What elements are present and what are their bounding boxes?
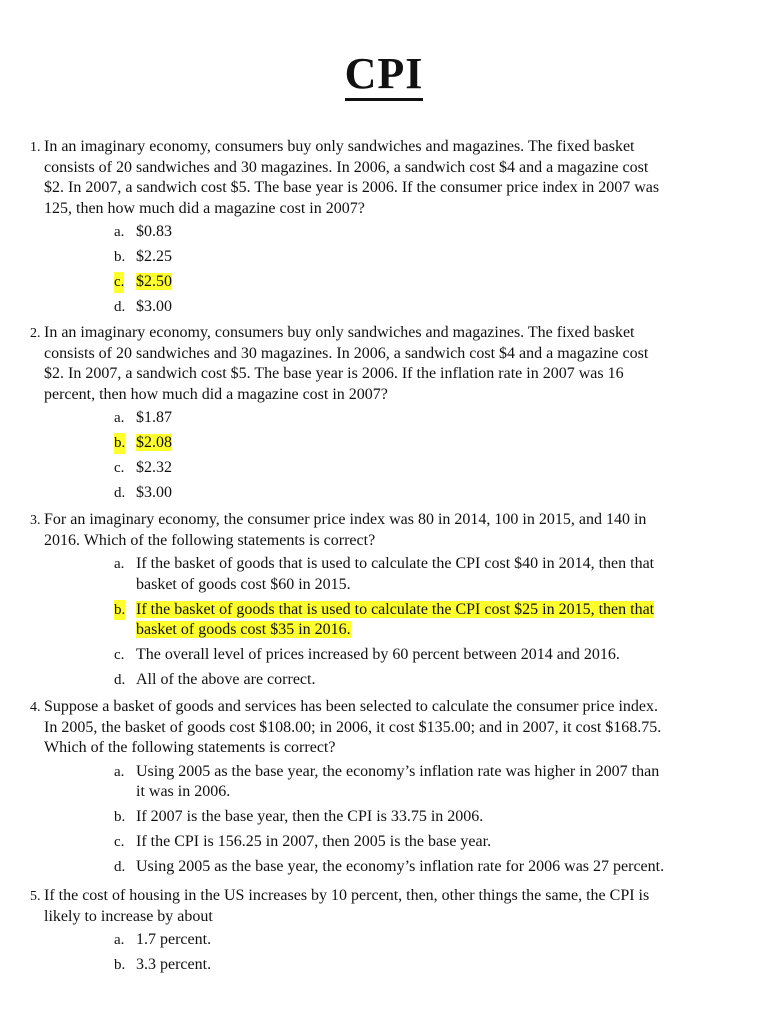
option-d xyxy=(114,483,730,504)
option-text: The overall level of prices increased by 60 percent between 2014 and 2016. xyxy=(136,646,620,663)
option-letter: c. xyxy=(114,834,125,850)
option-letter: a. xyxy=(114,224,125,240)
question-text: Suppose a basket of goods and services has been selected to calculate the consumer price index. In 2005, the basket of goods cost $108.00; in 2006, it cost $135.00; and in 2007, it cost $168.75. Which of the following statements is correct? xyxy=(44,698,662,756)
option-list xyxy=(114,408,730,504)
option-text: $3.00 xyxy=(136,484,172,501)
option-text: Using 2005 as the base year, the economy’s inflation rate for 2006 was 27 percent. xyxy=(136,858,665,875)
option-d xyxy=(114,297,730,318)
option-b-highlighted xyxy=(114,600,730,641)
option-letter: b. xyxy=(114,809,126,825)
option-letter: c. xyxy=(114,460,125,476)
option-text: 3.3 percent. xyxy=(136,956,212,973)
question-text: In an imaginary economy, consumers buy only sandwiches and magazines. The fixed basket consists of 20 sandwiches and 30 magazines. In 2006, a sandwich cost $4 and a magazine cost $2. In 2007, a sandwich cost $5. The base year is 2006. If the consumer price index in 2007 was 125, then how much did a magazine cost in 2007? xyxy=(44,138,660,217)
title-text: CPI xyxy=(345,49,424,101)
question-number: 3. xyxy=(30,513,41,528)
option-letter: b. xyxy=(114,957,126,973)
question-1 xyxy=(30,137,730,322)
option-letter: d. xyxy=(114,859,126,875)
option-a xyxy=(114,930,730,951)
option-b-highlighted xyxy=(114,433,730,454)
option-text: $1.87 xyxy=(136,409,172,426)
question-2 xyxy=(30,323,730,508)
option-letter: c. xyxy=(114,647,125,663)
option-text: 1.7 percent. xyxy=(136,931,212,948)
option-text: $2.32 xyxy=(136,459,172,476)
option-text: $3.00 xyxy=(136,298,172,315)
option-b xyxy=(114,955,730,976)
option-letter: a. xyxy=(114,410,125,426)
option-letter: d. xyxy=(114,485,126,501)
option-letter: d. xyxy=(114,672,126,688)
option-d xyxy=(114,670,730,691)
option-text: If the basket of goods that is used to calculate the CPI cost $25 in 2015, then that basket of goods cost $35 in 2016. xyxy=(136,600,655,638)
option-b xyxy=(114,807,730,828)
option-b xyxy=(114,247,730,268)
option-list xyxy=(114,930,730,976)
question-text: If the cost of housing in the US increases by 10 percent, then, other things the same, the CPI is likely to increase by about xyxy=(44,887,650,925)
option-text: If the basket of goods that is used to calculate the CPI cost $40 in 2014, then that basket of goods cost $60 in 2015. xyxy=(136,555,655,593)
option-letter: c. xyxy=(114,272,124,293)
option-letter: d. xyxy=(114,299,126,315)
question-number: 4. xyxy=(30,700,41,715)
option-a xyxy=(114,408,730,429)
option-text: $2.25 xyxy=(136,248,172,265)
option-letter: b. xyxy=(114,433,125,454)
option-text: If 2007 is the base year, then the CPI is 33.75 in 2006. xyxy=(136,808,484,825)
option-text: $2.08 xyxy=(136,434,172,451)
option-list xyxy=(114,222,730,318)
question-number: 5. xyxy=(30,889,41,904)
option-a xyxy=(114,762,730,803)
page-title xyxy=(0,48,768,100)
option-text: $2.50 xyxy=(136,273,172,290)
option-letter: a. xyxy=(114,763,125,780)
option-c xyxy=(114,458,730,479)
option-letter: b. xyxy=(114,249,126,265)
option-list xyxy=(114,554,730,691)
option-text: All of the above are correct. xyxy=(136,671,316,688)
option-text: Using 2005 as the base year, the economy’s inflation rate was higher in 2007 than it was in 2006. xyxy=(136,762,660,800)
option-letter: a. xyxy=(114,556,125,572)
option-c-highlighted xyxy=(114,272,730,293)
option-c xyxy=(114,645,730,666)
option-list xyxy=(114,762,730,878)
option-text: If the CPI is 156.25 in 2007, then 2005 is the base year. xyxy=(136,833,492,850)
question-4 xyxy=(30,697,730,882)
option-a xyxy=(114,554,730,595)
option-a xyxy=(114,222,730,243)
option-text: $0.83 xyxy=(136,223,172,240)
option-d xyxy=(114,857,730,878)
question-text: For an imaginary economy, the consumer price index was 80 in 2014, 100 in 2015, and 140 in 2016. Which of the following statements is correct? xyxy=(44,511,647,549)
question-number: 2. xyxy=(30,326,41,341)
question-text: In an imaginary economy, consumers buy only sandwiches and magazines. The fixed basket consists of 20 sandwiches and 30 magazines. In 2006, a sandwich cost $4 and a magazine cost $2. In 2007, a sandwich cost $5. The base year is 2006. If the inflation rate in 2007 was 16 percent, then how much did a magazine cost in 2007? xyxy=(44,324,649,403)
option-letter: b. xyxy=(114,600,125,621)
option-c xyxy=(114,832,730,853)
question-number: 1. xyxy=(30,140,41,155)
question-5 xyxy=(30,886,730,980)
question-3 xyxy=(30,510,730,695)
option-letter: a. xyxy=(114,932,125,948)
